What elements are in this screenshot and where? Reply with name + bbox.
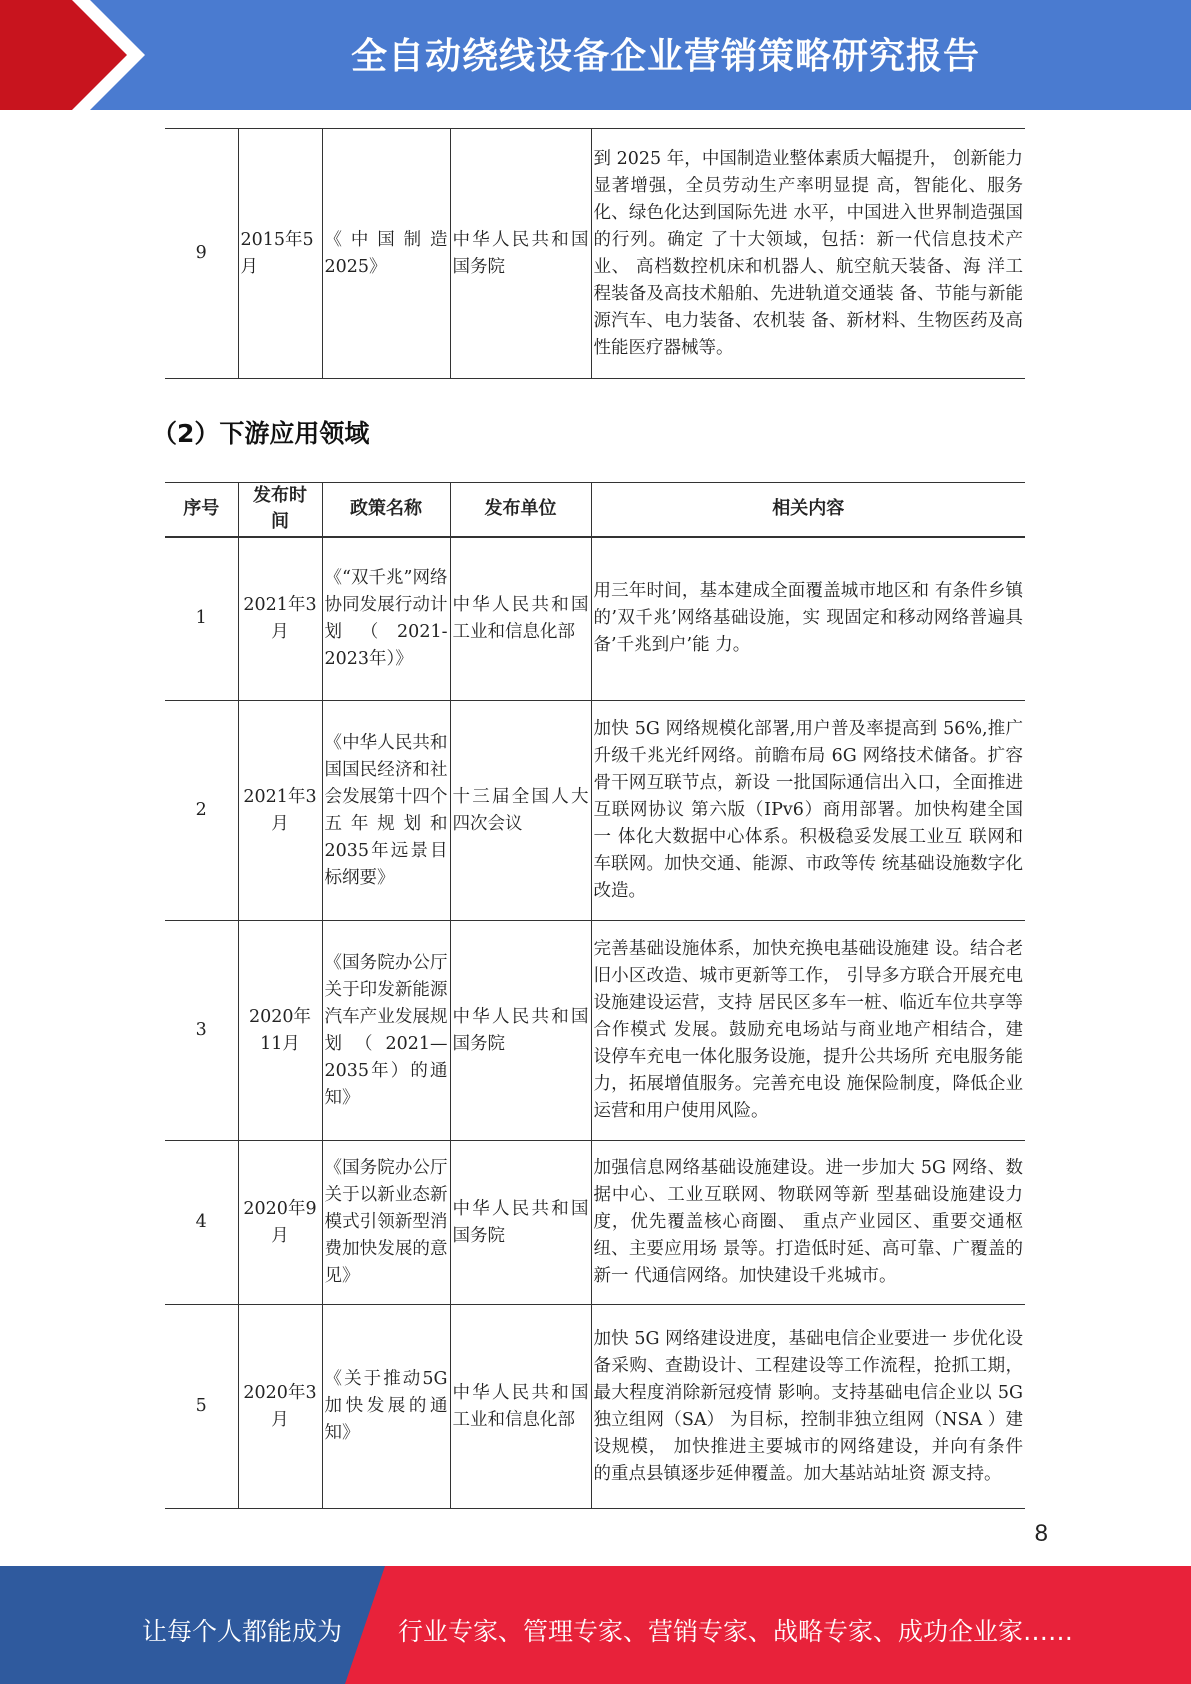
release-date: 2020年11月	[238, 921, 322, 1141]
row-number: 3	[195, 1020, 207, 1040]
issuing-unit: 中华人民共和国工业和信息化部	[450, 537, 591, 701]
policy-name: 《中华人民共和国国民经济和社会发展第十四个五年规划和2035年远景目标纲要》	[322, 701, 450, 921]
table-row	[165, 1305, 1025, 1509]
header-number: 序号	[165, 483, 238, 537]
related-content: 到 2025 年，中国制造业整体素质大幅提升， 创新能力显著增强，全员劳动生产率明显提 高，智能化、服务化、绿色化达到国际先进 水平，中国进入世界制造强国的行列。确定 了十大领域，包括：新一代信息技术产业、 高档数控机床和机器人、航空航天装备、海 洋工程装备及高技术船舶、先进轨道交通装 备、节能与新能源汽车、电力装备、农机装 备、新材料、生物医药及高性能医疗器械等。	[591, 129, 1025, 379]
policy-name: 《关于推动5G加快发展的通知》	[322, 1305, 450, 1509]
related-content: 加强信息网络基础设施建设。进一步加大 5G 网络、数据中心、工业互联网、物联网等新 型基础设施建设力度，优先覆盖核心商圈、 重点产业园区、重要交通枢纽、主要应用场 景等。打造低时延、高可靠、广覆盖的新一 代通信网络。加快建设千兆城市。	[591, 1141, 1025, 1305]
header-content: 相关内容	[591, 483, 1025, 537]
related-content: 加快 5G 网络建设进度，基础电信企业要进一 步优化设备采购、查勘设计、工程建设等工作流程，抢抓工期，最大程度消除新冠疫情 影响。支持基础电信企业以 5G 独立组网（SA） 为目标，控制非独立组网（NSA ）建设规模， 加快推进主要城市的网络建设，并向有条件 的重点县镇逐步延伸覆盖。加大基站站址资 源支持。	[591, 1305, 1025, 1509]
table-row	[165, 537, 1025, 701]
table-row	[165, 701, 1025, 921]
policy-name: 《国务院办公厅关于以新业态新模式引领新型消费加快发展的意见》	[322, 1141, 450, 1305]
footer-slogan-right: 行业专家、管理专家、营销专家、战略专家、成功企业家……	[398, 1617, 1074, 1646]
issuing-unit: 中华人民共和国国务院	[450, 921, 591, 1141]
related-content: 用三年时间，基本建成全面覆盖城市地区和 有条件乡镇的’双千兆’网络基础设施，实 现固定和移动网络普遍具备’千兆到户’能 力。	[591, 537, 1025, 701]
header-policy-name: 政策名称	[322, 483, 450, 537]
issuing-unit: 中华人民共和国工业和信息化部	[450, 1305, 591, 1509]
release-date: 2021年3月	[238, 701, 322, 921]
related-content: 完善基础设施体系，加快充换电基础设施建 设。结合老旧小区改造、城市更新等工作， 引导多方联合开展充电设施建设运营，支持 居民区多车一桩、临近车位共享等合作模式 发展。鼓励充电场站与商业地产相结合，建 设停车充电一体化服务设施，提升公共场所 充电服务能力，拓展增值服务。完善充电设 施保险制度，降低企业运营和用户使用风险。	[591, 921, 1025, 1141]
policy-name: 《中国制造2025》	[322, 129, 450, 379]
table-header-row	[165, 483, 1025, 537]
policy-name: 《国务院办公厅关于印发新能源汽车产业发展规划（2021—2035年）的通知》	[322, 921, 450, 1141]
row-number: 1	[195, 608, 207, 629]
row-number: 4	[195, 1212, 207, 1232]
issuing-unit: 中华人民共和国国务院	[450, 1141, 591, 1305]
issuing-unit: 十三届全国人大四次会议	[450, 701, 591, 921]
header-chevron-decoration	[0, 0, 150, 110]
section-heading: （2）下游应用领域	[152, 419, 370, 448]
release-date: 2021年3月	[238, 537, 322, 701]
release-date: 2020年3月	[238, 1305, 322, 1509]
page-footer	[0, 1566, 1191, 1684]
policy-table-downstream	[165, 482, 1025, 1509]
table-row	[165, 1141, 1025, 1305]
page-header	[0, 0, 1191, 110]
page-number: 8	[1034, 1520, 1048, 1547]
row-number: 2	[195, 800, 207, 820]
related-content: 加快 5G 网络规模化部署,用户普及率提高到 56%,推广升级千兆光纤网络。前瞻布局 6G 网络技术储备。扩容骨干网互联节点，新设 一批国际通信出入口，全面推进互联网协议 第六版（IPv6）商用部署。加快构建全国一 体化大数据中心体系。积极稳妥发展工业互 联网和车联网。加快交通、能源、市政等传 统基础设施数字化改造。	[591, 701, 1025, 921]
release-date: 2015年5月	[238, 129, 322, 379]
release-date: 2020年9月	[238, 1141, 322, 1305]
header-unit: 发布单位	[450, 483, 591, 537]
header-date: 发布时间	[238, 483, 322, 537]
footer-slogan-left: 让每个人都能成为	[142, 1617, 343, 1646]
table-row	[165, 921, 1025, 1141]
issuing-unit: 中华人民共和国国务院	[450, 129, 591, 379]
row-number: 5	[195, 1396, 207, 1416]
policy-name: 《“双千兆”网络协同发展行动计划（2021-2023年）》	[322, 537, 450, 701]
row-number: 9	[195, 243, 207, 263]
table-row	[165, 129, 1025, 379]
policy-table-continued	[165, 128, 1025, 379]
report-title: 全自动绕线设备企业营销策略研究报告	[350, 36, 980, 77]
